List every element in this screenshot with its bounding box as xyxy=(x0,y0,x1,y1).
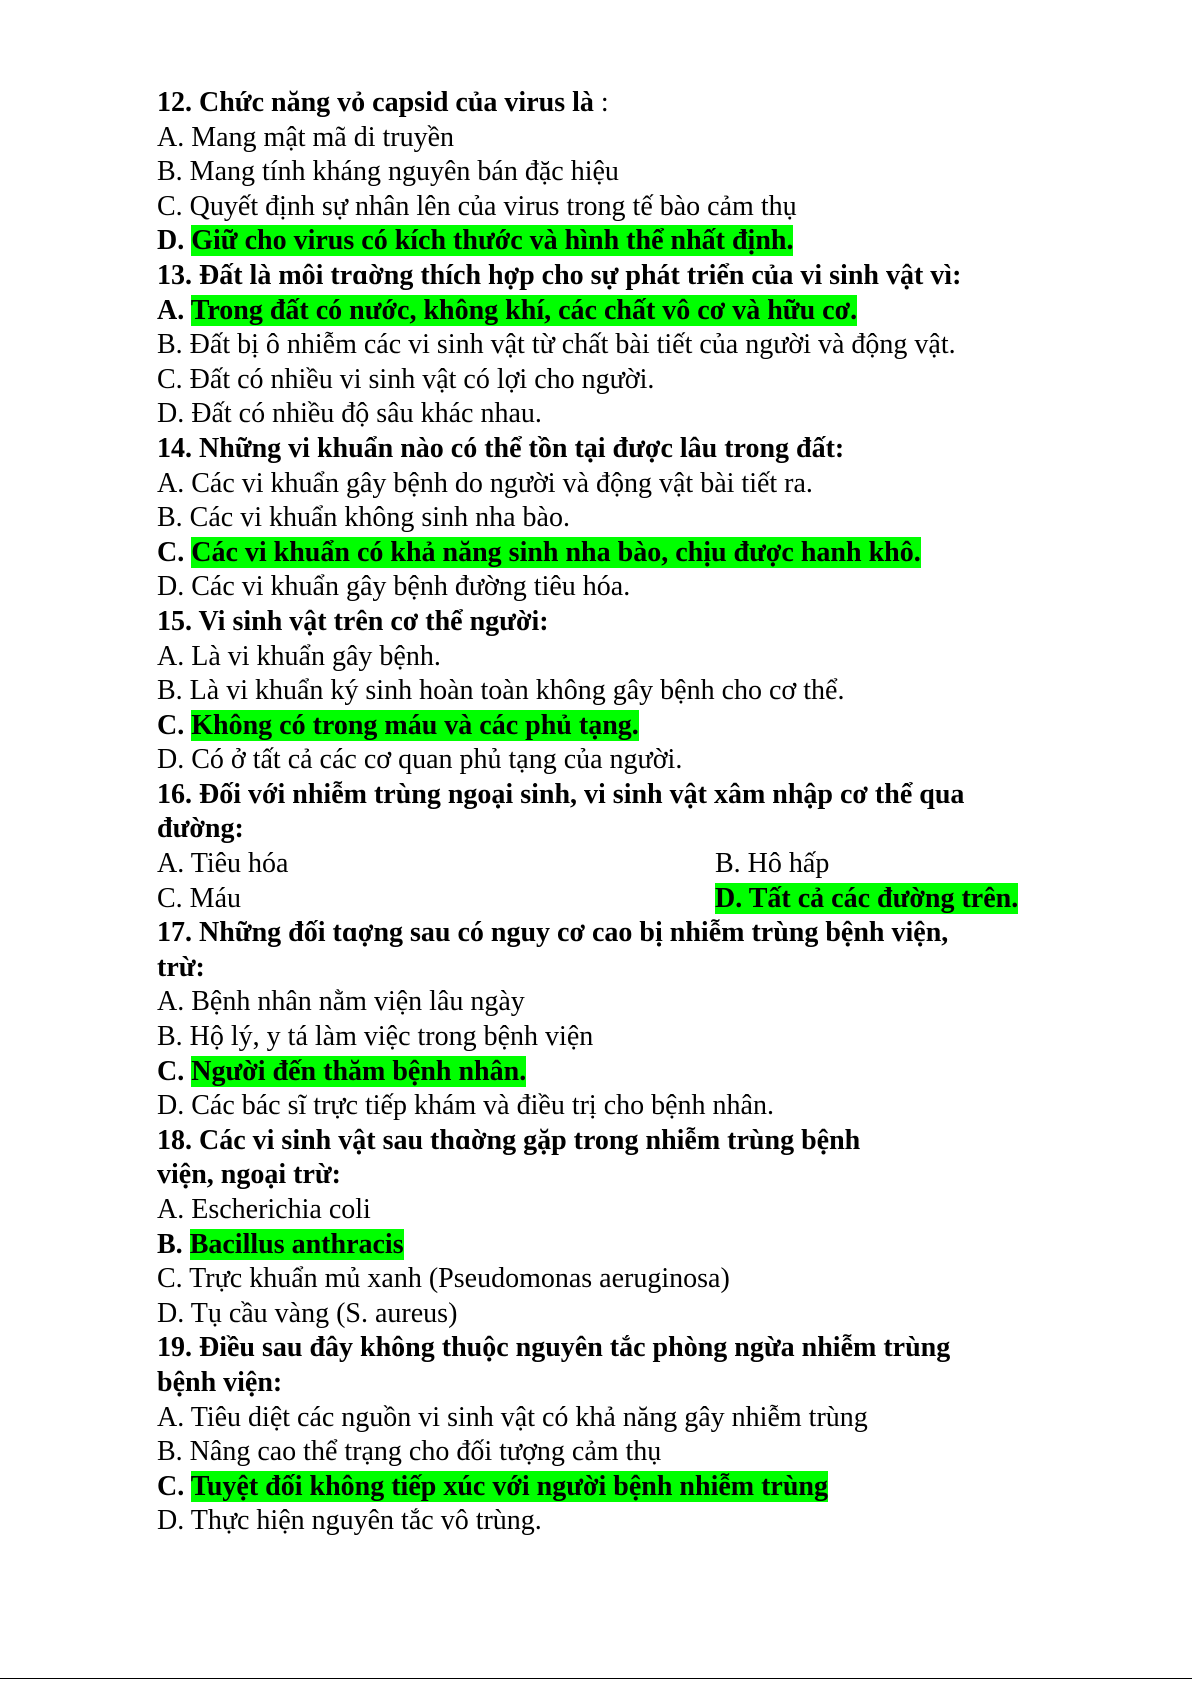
question-18-answer: B. Bacillus anthracis xyxy=(157,1228,404,1260)
question-15-option-d: D. Có ở tất cả các cơ quan phủ tạng của người. xyxy=(157,744,683,776)
answer-highlight: Các vi khuẩn có khả năng sinh nha bào, chịu được hanh khô. xyxy=(191,536,921,568)
question-12-option-b: B. Mang tính kháng nguyên bán đặc hiệu xyxy=(157,156,619,188)
question-18-title-line2: viện, ngoại trừ: xyxy=(157,1159,342,1191)
answer-highlight: Bacillus anthracis xyxy=(189,1228,404,1260)
answer-highlight: Giữ cho virus có kích thước và hình thể nhất định. xyxy=(191,225,794,257)
question-13-option-c: C. Đất có nhiều vi sinh vật có lợi cho người. xyxy=(157,363,655,395)
question-17-title-line1: 17. Những đối tɑợng sau có nguy cơ cao bị nhiễm trùng bệnh viện, xyxy=(157,917,949,949)
question-16-title-line2: đường: xyxy=(157,813,244,845)
question-12-option-c: C. Quyết định sự nhân lên của virus trong tế bào cảm thụ xyxy=(157,190,797,222)
question-14-title: 14. Những vi khuẩn nào có thể tồn tại được lâu trong đất: xyxy=(157,432,845,464)
question-12-answer: D. Giữ cho virus có kích thước và hình thể nhất định. xyxy=(157,225,794,257)
question-16-title-line1: 16. Đối với nhiễm trùng ngoại sinh, vi sinh vật xâm nhập cơ thể qua xyxy=(157,778,965,810)
answer-highlight: Trong đất có nước, không khí, các chất vô cơ và hữu cơ. xyxy=(190,294,858,326)
question-16-option-c: C. Máu xyxy=(157,882,241,914)
question-15-option-b: B. Là vi khuẩn ký sinh hoàn toàn không gây bệnh cho cơ thể. xyxy=(157,675,845,707)
question-14-option-b: B. Các vi khuẩn không sinh nha bào. xyxy=(157,502,570,534)
question-13-answer: A. Trong đất có nước, không khí, các chất vô cơ và hữu cơ. xyxy=(157,294,858,326)
question-19-option-d: D. Thực hiện nguyên tắc vô trùng. xyxy=(157,1505,542,1537)
question-16-answer xyxy=(715,882,1018,917)
question-17-title-line2: trừ: xyxy=(157,951,205,983)
question-13-title: 13. Đất là môi trɑờng thích hợp cho sự phát triển của vi sinh vật vì: xyxy=(157,259,962,291)
question-13-option-d: D. Đất có nhiều độ sâu khác nhau. xyxy=(157,398,542,430)
question-18-title-line1: 18. Các vi sinh vật sau thɑờng gặp trong nhiễm trùng bệnh xyxy=(157,1124,861,1156)
document-page xyxy=(157,86,1057,1539)
page-bottom-rule xyxy=(0,1678,1192,1679)
question-14-answer: C. Các vi khuẩn có khả năng sinh nha bào, chịu được hanh khô. xyxy=(157,536,921,568)
question-17-option-d: D. Các bác sĩ trực tiếp khám và điều trị cho bệnh nhân. xyxy=(157,1090,774,1122)
question-16-row-cd xyxy=(157,882,1057,917)
question-17-answer: C. Người đến thăm bệnh nhân. xyxy=(157,1055,527,1087)
question-16-option-b: B. Hô hấp xyxy=(715,848,830,880)
answer-highlight: Người đến thăm bệnh nhân. xyxy=(191,1055,527,1087)
question-18-option-c: C. Trực khuẩn mủ xanh (Pseudomonas aeruginosa) xyxy=(157,1263,730,1295)
question-19-option-a: A. Tiêu diệt các nguồn vi sinh vật có khả năng gây nhiễm trùng xyxy=(157,1401,868,1433)
question-15-option-a: A. Là vi khuẩn gây bệnh. xyxy=(157,640,441,672)
question-13-option-b: B. Đất bị ô nhiễm các vi sinh vật từ chất bài tiết của người và động vật. xyxy=(157,329,956,361)
question-17-option-a: A. Bệnh nhân nằm viện lâu ngày xyxy=(157,986,525,1018)
question-18-option-d: D. Tụ cầu vàng (S. aureus) xyxy=(157,1297,458,1329)
question-19-title-line1: 19. Điều sau đây không thuộc nguyên tắc phòng ngừa nhiễm trùng xyxy=(157,1332,951,1364)
question-16-option-a: A. Tiêu hóa xyxy=(157,848,289,880)
question-14-option-a: A. Các vi khuẩn gây bệnh do người và động vật bài tiết ra. xyxy=(157,467,813,499)
answer-highlight: D. Tất cả các đường trên. xyxy=(715,882,1019,914)
question-14-option-d: D. Các vi khuẩn gây bệnh đường tiêu hóa. xyxy=(157,571,631,603)
answer-highlight: Không có trong máu và các phủ tạng. xyxy=(191,709,639,741)
question-17-option-b: B. Hộ lý, y tá làm việc trong bệnh viện xyxy=(157,1021,594,1053)
question-12-option-a: A. Mang mật mã di truyền xyxy=(157,121,455,153)
question-16-row-ab xyxy=(157,847,1057,882)
question-15-answer: C. Không có trong máu và các phủ tạng. xyxy=(157,709,639,741)
question-19-title-line2: bệnh viện: xyxy=(157,1366,283,1398)
question-18-option-a: A. Escherichia coli xyxy=(157,1194,371,1225)
question-19-answer: C. Tuyệt đối không tiếp xúc với người bệnh nhiễm trùng xyxy=(157,1470,828,1502)
question-19-option-b: B. Nâng cao thể trạng cho đối tượng cảm thụ xyxy=(157,1436,662,1468)
answer-highlight: Tuyệt đối không tiếp xúc với người bệnh nhiễm trùng xyxy=(190,1470,828,1502)
question-12-title: 12. Chức năng vỏ capsid của virus là : xyxy=(157,87,609,118)
question-15-title: 15. Vi sinh vật trên cơ thể người: xyxy=(157,605,549,637)
